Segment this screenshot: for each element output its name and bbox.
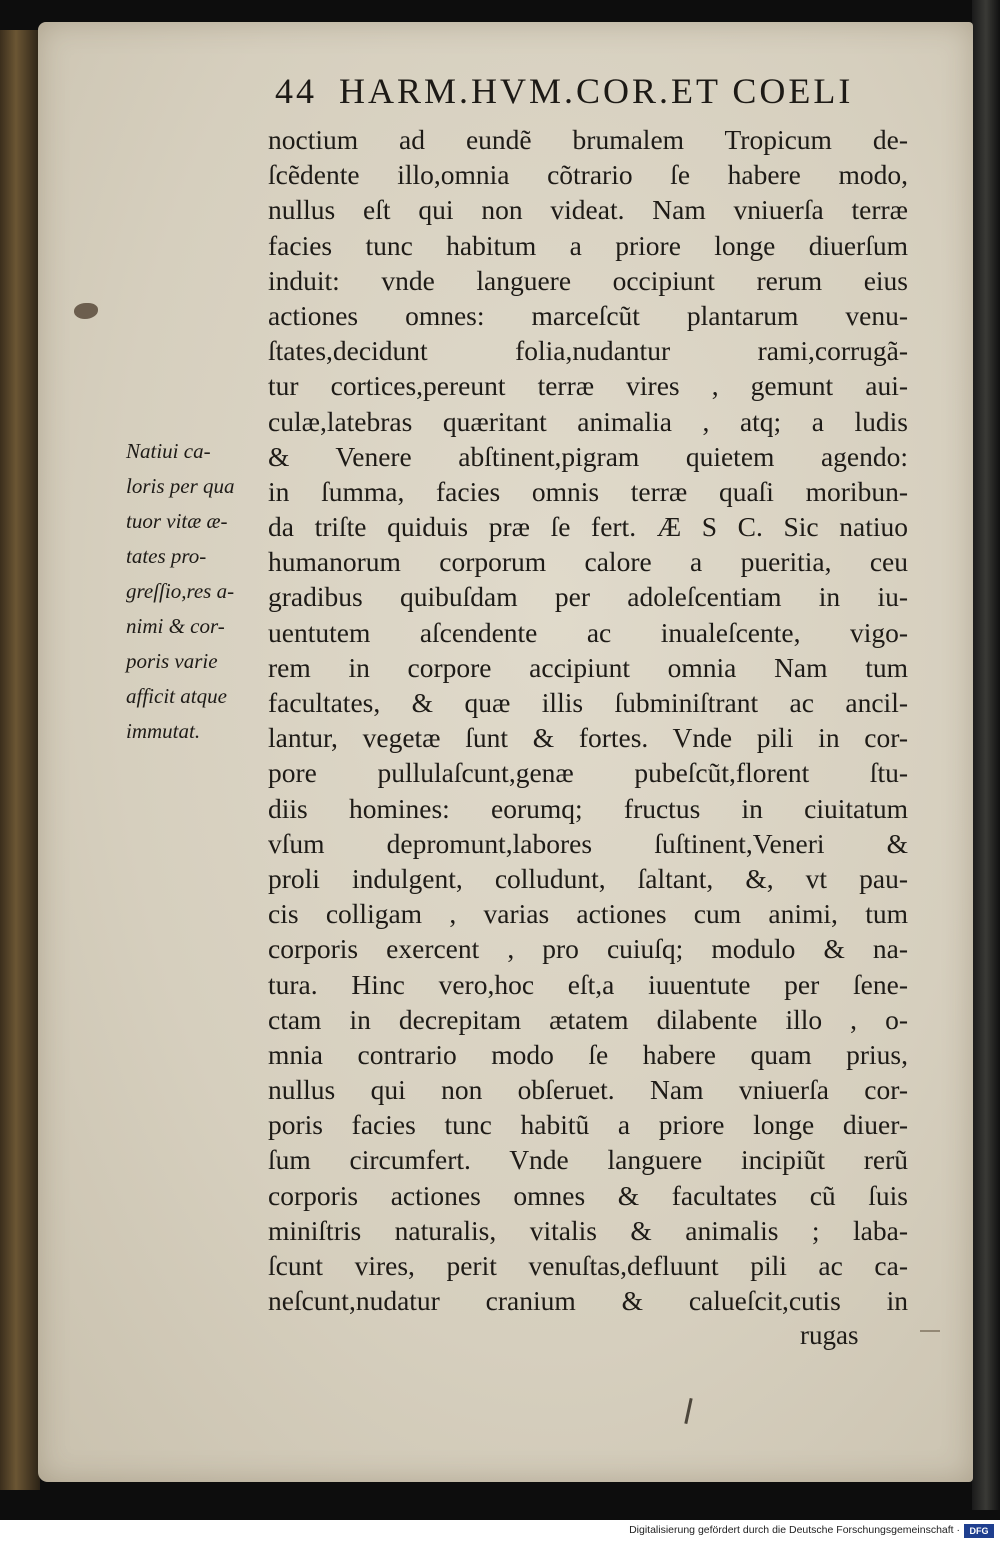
text-line: lantur, vegetæ ſunt & fortes. Vnde pili in cor-: [268, 722, 908, 754]
text-line: uentutem aſcendente ac inualeſcente, vigo-: [268, 616, 908, 648]
margin-line: loris per qua: [126, 474, 235, 498]
text-line: gradibus quibuſdam per adoleſcentiam in iu-: [268, 581, 908, 613]
text-line: induit: vnde languere occipiunt rerum eius: [268, 264, 908, 296]
text-line: ſcunt vires, perit venuſtas,defluunt pili ac ca-: [268, 1250, 908, 1281]
footer-bar: [0, 1520, 1000, 1543]
funding-credit: Digitalisierung gefördert durch die Deutsche Forschungsgemeinschaft ·: [629, 1524, 960, 1536]
margin-line: immutat.: [126, 719, 201, 743]
text-line: mnia contrario modo ſe habere quam prius,: [268, 1038, 908, 1070]
text-line: rem in corpore accipiunt omnia Nam tum: [268, 651, 908, 683]
margin-line: afficit atque: [126, 684, 227, 708]
text-line: culæ,latebras quæritant animalia , atq; a ludis: [268, 405, 908, 437]
text-line: cis colligam , varias actiones cum animi, tum: [268, 898, 908, 930]
page-header: [275, 70, 895, 112]
text-line: facultates, & quæ illis ſubminiſtrant ac ancil-: [268, 687, 908, 718]
text-line: neſcunt,nudatur cranium & calueſcit,cutis in: [268, 1285, 908, 1317]
text-line: nullus eſt qui non videat. Nam vniuerſa terræ: [268, 194, 908, 226]
text-line: proli indulgent, colludunt, ſaltant, &, vt pau-: [268, 862, 908, 894]
text-line: actiones omnes: marceſcũt plantarum venu-: [268, 299, 908, 331]
text-line: facies tunc habitum a priore longe diuerſum: [268, 229, 908, 261]
text-line: tur cortices,pereunt terræ vires , gemunt aui-: [268, 370, 908, 402]
margin-note: [126, 434, 271, 749]
binding-right: [972, 0, 1000, 1510]
margin-mark: [920, 1330, 940, 1332]
text-line: in ſumma, facies omnis terræ quaſi moribun-: [268, 475, 908, 507]
text-line: noctium ad eundẽ brumalem Tropicum de-: [268, 124, 908, 155]
margin-line: tates pro-: [126, 544, 207, 568]
text-line: diis homines: eorumq; fructus in ciuitatum: [268, 792, 908, 824]
text-line: corporis actiones omnes & facultates cũ ſuis: [268, 1179, 908, 1211]
catchword: rugas: [800, 1320, 859, 1350]
text-line: miniſtris naturalis, vitalis & animalis ; laba-: [268, 1214, 908, 1246]
text-line: ctam in decrepitam ætatem dilabente illo , o-: [268, 1003, 908, 1035]
text-line: da triſte quiduis præ ſe fert. Æ S C. Sic natiuo: [268, 511, 908, 543]
text-line: & Venere abſtinent,pigram quietem agendo:: [268, 440, 908, 472]
margin-line: tuor vitæ æ-: [126, 509, 228, 533]
text-line: nullus qui non obſeruet. Nam vniuerſa cor-: [268, 1074, 908, 1106]
text-line: ſcẽdente illo,omnia cõtrario ſe habere modo,: [268, 159, 908, 191]
text-line: pore pullulaſcunt,genæ pubeſcũt,florent ſtu-: [268, 757, 908, 789]
text-line: vſum depromunt,labores ſuſtinent,Veneri &: [268, 827, 908, 859]
text-line: ſtates,decidunt folia,nudantur rami,corrugã-: [268, 335, 908, 367]
running-head: HARM.HVM.COR.ET COELI: [339, 71, 854, 111]
margin-line: poris varie: [126, 649, 218, 673]
text-line: ſum circumfert. Vnde languere incipiũt rerũ: [268, 1144, 908, 1176]
dfg-logo-icon[interactable]: DFG: [964, 1524, 994, 1538]
text-line: corporis exercent , pro cuiuſq; modulo & na-: [268, 933, 908, 965]
page-number: 44: [275, 71, 317, 111]
text-line: tura. Hinc vero,hoc eſt,a iuuentute per ſene-: [268, 968, 908, 1000]
text-line: humanorum corporum calore a pueritia, ceu: [268, 546, 908, 578]
margin-line: Natiui ca-: [126, 439, 211, 463]
main-text-block: [268, 122, 908, 1318]
text-line: poris facies tunc habitũ a priore longe diuer-: [268, 1109, 908, 1141]
margin-line: greſſio,res a-: [126, 579, 235, 603]
binding-left: [0, 30, 40, 1490]
margin-line: nimi & cor-: [126, 614, 225, 638]
